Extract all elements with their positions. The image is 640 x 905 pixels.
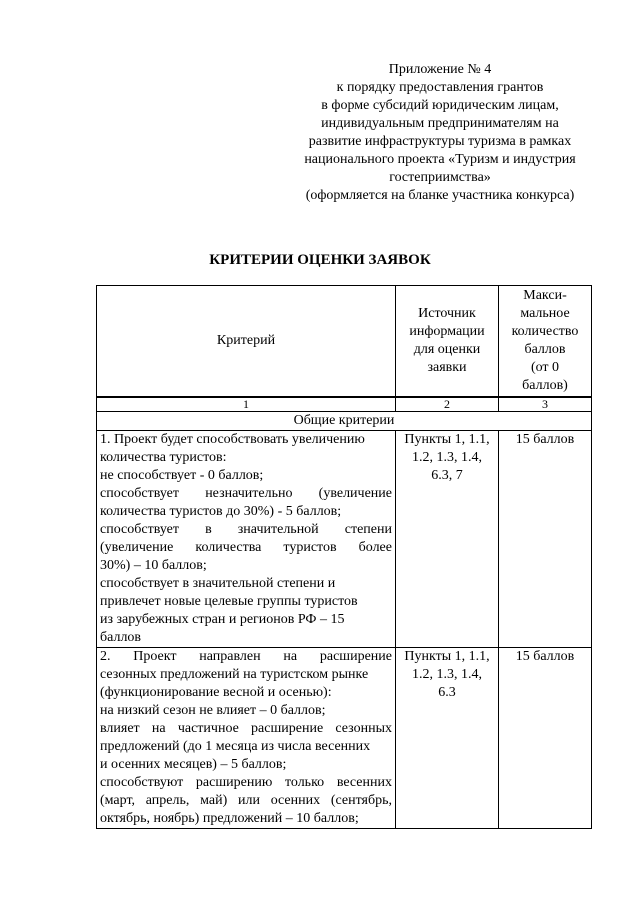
appendix-line: (оформляется на бланке участника конкурса) (305, 188, 575, 203)
column-number-row (97, 397, 592, 412)
table-row (97, 431, 592, 648)
page-title: КРИТЕРИИ ОЦЕНКИ ЗАЯВОК (209, 252, 431, 268)
source-cell: Пункты 1, 1.1, 1.2, 1.3, 1.4, 6.3, 7 (396, 431, 499, 648)
appendix-line: гостеприимства» (389, 170, 491, 185)
appendix-line: национального проекта «Туризм и индустрия (304, 152, 576, 167)
table-row (97, 648, 592, 829)
appendix-header (255, 61, 625, 205)
section-row (97, 412, 592, 431)
column-number: 2 (396, 397, 499, 412)
points-cell: 15 баллов (499, 648, 592, 829)
source-cell: Пункты 1, 1.1, 1.2, 1.3, 1.4, 6.3 (396, 648, 499, 829)
appendix-line: развитие инфраструктуры туризма в рамках (308, 134, 572, 149)
criterion-cell: 1. Проект будет способствовать увеличению количества туристов: не способствует - 0 баллов; способствует незначительно (увеличение количества туристов до 30%) - 5 баллов; способствует в значительной степени (увеличение количества туристов более 30%) – 10 баллов; способствует в значительной степени и привлечет новые целевые группы туристов из зарубежных стран и регионов РФ – 15 баллов (97, 431, 396, 648)
criteria-table (96, 285, 592, 829)
column-number: 1 (97, 397, 396, 412)
appendix-line: индивидуальным предпринимателям на (321, 116, 559, 131)
points-cell: 15 баллов (499, 431, 592, 648)
table-header-row (97, 286, 592, 398)
section-title: Общие критерии (97, 412, 592, 431)
appendix-line: Приложение № 4 (388, 62, 492, 77)
appendix-line: к порядку предоставления грантов (336, 80, 544, 95)
column-number: 3 (499, 397, 592, 412)
appendix-line: в форме субсидий юридическим лицам, (321, 98, 559, 113)
header-criterion: Критерий (97, 286, 396, 398)
criterion-cell: 2. Проект направлен на расширение сезонных предложений на туристском рынке (функционирование весной и осенью): на низкий сезон не влияет – 0 баллов; влияет на частичное расширение сезонных предложений (до 1 месяца из числа весенних и осенних месяцев) – 5 баллов; способствуют расширению только весенних (март, апрель, май) или осенних (сентябрь, октябрь, ноябрь) предложений – 10 баллов; (97, 648, 396, 829)
header-source: Источник информации для оценки заявки (396, 286, 499, 398)
header-max-points: Макси- мальное количество баллов (от 0 баллов) (499, 286, 592, 398)
